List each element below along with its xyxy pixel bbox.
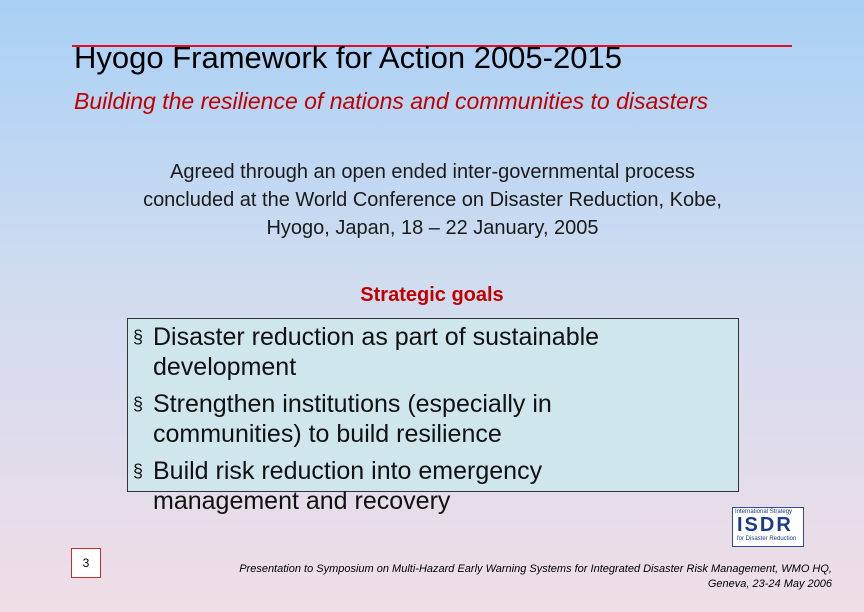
goal-item: [133, 456, 693, 516]
bullet-icon: §: [133, 327, 144, 347]
goal-text: Disaster reduction as part of sustainable development: [153, 323, 600, 381]
footer-line-1: Presentation to Symposium on Multi-Hazard Early Warning Systems for Integrated Disaster Risk Management, WMO HQ,: [239, 563, 832, 575]
goal-item: [133, 389, 693, 449]
goal-text: Build risk reduction into emergency management and recovery: [153, 457, 543, 515]
strategic-goals-heading: Strategic goals: [360, 284, 504, 306]
footer-line-2: Geneva, 23-24 May 2006: [707, 578, 832, 590]
goal-item: [133, 322, 693, 382]
bullet-icon: §: [133, 461, 144, 481]
goal-text: Strengthen institutions (especially in communities) to build resilience: [153, 390, 552, 448]
slide-title: Hyogo Framework for Action 2005-2015: [74, 40, 622, 75]
agreement-text: Agreed through an open ended inter-governmental process concluded at the World Conference on Disaster Reduction, Kobe, Hyogo, Japan, 18 – 22 January, 2005: [143, 161, 722, 239]
slide-subtitle: Building the resilience of nations and communities to disasters: [74, 88, 709, 114]
logo-main-text: ISDR: [737, 514, 793, 536]
logo-top-text: International Strategy: [735, 509, 793, 515]
footer-text: [152, 562, 832, 592]
page-number: 3: [71, 548, 101, 578]
isdr-logo: [732, 507, 804, 547]
logo-bottom-text: for Disaster Reduction: [737, 536, 797, 542]
goals-list: [133, 322, 693, 523]
bullet-icon: §: [133, 394, 144, 414]
